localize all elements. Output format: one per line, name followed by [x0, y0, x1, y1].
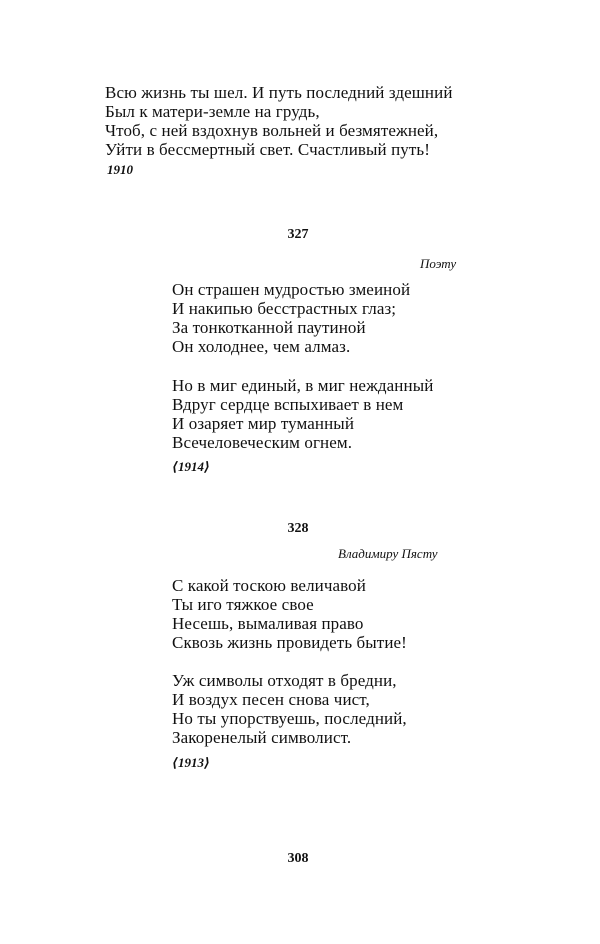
- poem-number: 327: [287, 227, 309, 242]
- page-number: 308: [287, 851, 309, 866]
- poem-328-stanza-2: [172, 671, 407, 747]
- verse-line: За тонкотканной паутиной: [172, 318, 366, 337]
- poem-328-date: ⟨1913⟩: [172, 755, 210, 770]
- verse-line: И озаряет мир туманный: [172, 414, 355, 433]
- fragment-date: 1910: [107, 162, 133, 177]
- poem-dedication: Поэту: [420, 256, 457, 271]
- poem-327-stanza-1: [172, 280, 410, 356]
- verse-line: Он холоднее, чем алмаз.: [172, 337, 351, 356]
- poem-328-stanza-1: [172, 576, 407, 652]
- verse-line: Всю жизнь ты шел. И путь последний здешний: [105, 83, 453, 102]
- verse-line: Был к матери-земле на грудь,: [105, 102, 320, 121]
- verse-line: Ты иго тяжкое свое: [172, 595, 314, 614]
- verse-line: Сквозь жизнь провидеть бытие!: [172, 633, 407, 652]
- verse-line: Всечеловеческим огнем.: [172, 433, 353, 452]
- verse-line: Но ты упорствуешь, последний,: [172, 709, 407, 728]
- fragment-stanza: [105, 83, 453, 159]
- poem-327-stanza-2: [172, 376, 433, 452]
- poem-number: 328: [287, 521, 309, 536]
- verse-line: Но в миг единый, в миг нежданный: [172, 376, 434, 395]
- verse-line: Уйти в бессмертный свет. Счастливый путь!: [105, 140, 431, 159]
- verse-line: Уж символы отходят в бредни,: [172, 671, 397, 690]
- verse-line: Чтоб, с ней вздохнув вольней и безмятежней,: [105, 121, 439, 140]
- poem-327-date: ⟨1914⟩: [172, 459, 210, 474]
- verse-line: Он страшен мудростью змеиной: [172, 280, 411, 299]
- verse-line: С какой тоскою величавой: [172, 576, 366, 595]
- poem-dedication: Владимиру Пясту: [338, 546, 438, 561]
- verse-line: И накипью бесстрастных глаз;: [172, 299, 397, 318]
- verse-line: Вдруг сердце вспыхивает в нем: [172, 395, 404, 414]
- verse-line: Закоренелый символист.: [172, 728, 352, 747]
- verse-line: И воздух песен снова чист,: [172, 690, 370, 709]
- verse-line: Несешь, вымаливая право: [172, 614, 364, 633]
